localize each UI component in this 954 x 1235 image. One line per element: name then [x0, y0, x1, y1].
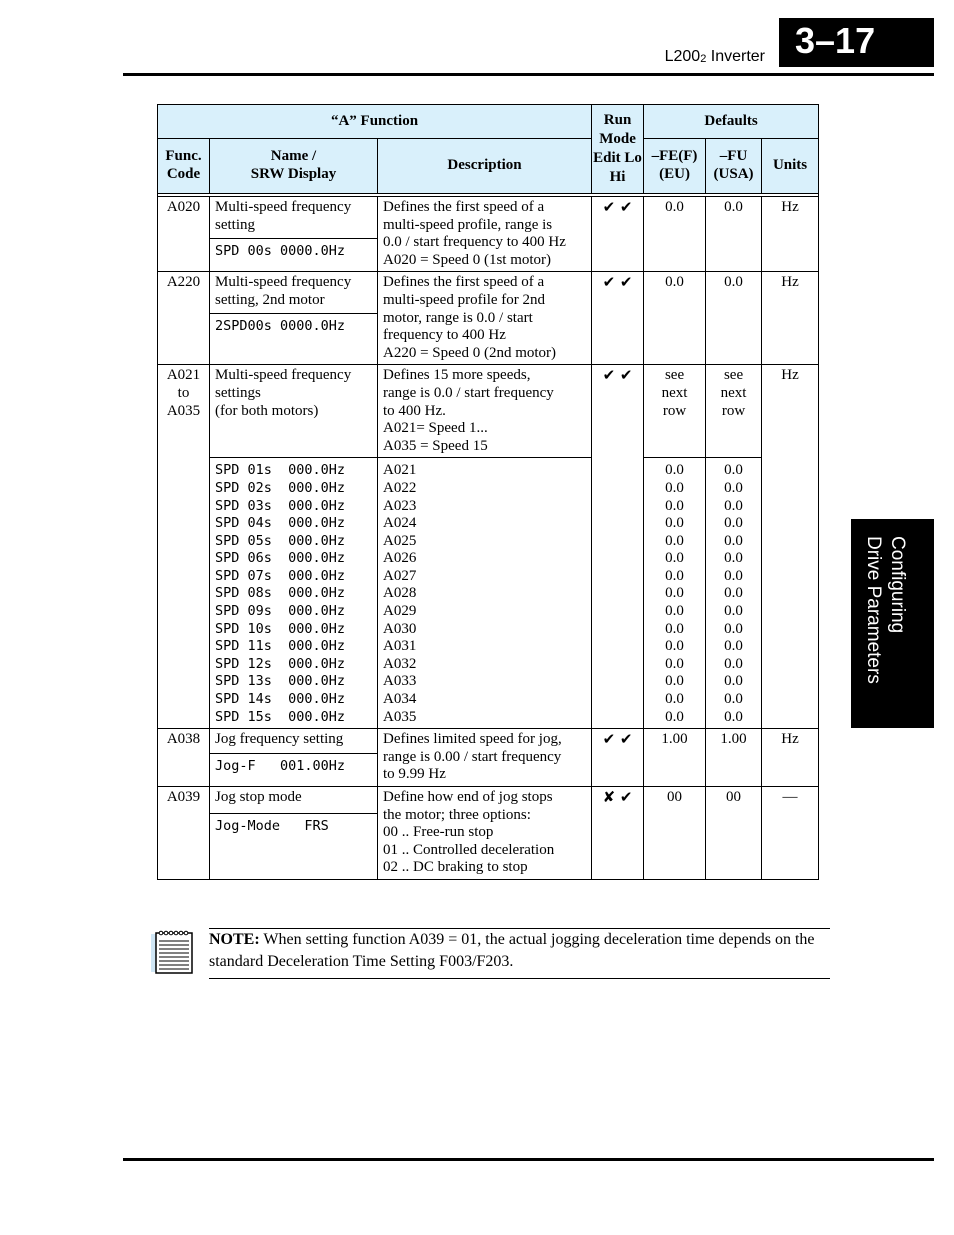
running-header: $L200_2$ Inverter — [664, 48, 765, 65]
units: Hz — [762, 729, 819, 787]
srw-display: SPD 07s 000.0Hz — [215, 567, 346, 584]
fu-header: –FU (USA) — [706, 139, 762, 194]
default-fe: see next row — [644, 365, 706, 458]
srw-display: SPD 01s 000.0Hz — [215, 462, 346, 479]
func-code: A020 — [158, 197, 210, 272]
speed-default-fe: 0.0 — [665, 708, 684, 725]
default-fu: 0.0 — [706, 272, 762, 365]
table-row — [158, 197, 819, 239]
speed-default-fu: 0.0 — [724, 691, 743, 708]
param-description: Defines the first speed of a multi-speed profile, range is 0.0 / start frequency to 400 Hz A020 = Speed 0 (1st motor) — [378, 197, 592, 272]
param-description: Defines limited speed for jog, range is 0.00 / start frequency to 9.99 Hz — [378, 729, 592, 787]
speed-default-fe: 0.0 — [665, 550, 684, 567]
table-row — [158, 365, 819, 458]
footer-rule — [123, 1158, 934, 1161]
table-row — [158, 787, 819, 814]
srw-display: SPD 05s 000.0Hz — [215, 532, 346, 549]
speed-default-fu: 0.0 — [724, 603, 743, 620]
speed-fu-list — [706, 458, 762, 729]
srw-display: Jog-Mode FRS — [210, 814, 378, 880]
units: — — [762, 787, 819, 880]
srw-display: SPD 02s 000.0Hz — [215, 479, 346, 496]
speed-default-fe: 0.0 — [665, 515, 684, 532]
speed-code: A026 — [383, 550, 417, 567]
speed-default-fu: 0.0 — [724, 532, 743, 549]
speed-default-fe: 0.0 — [665, 567, 684, 584]
default-fe: 0.0 — [644, 272, 706, 365]
speed-code: A031 — [383, 638, 417, 655]
srw-display: SPD 12s 000.0Hz — [215, 655, 346, 672]
srw-display: SPD 04s 000.0Hz — [215, 515, 346, 532]
name-header: Name / SRW Display — [210, 139, 378, 194]
default-fe: 0.0 — [644, 197, 706, 272]
units: Hz — [762, 197, 819, 272]
func-code: A039 — [158, 787, 210, 880]
param-name: Jog stop mode — [210, 787, 378, 814]
default-fu: 1.00 — [706, 729, 762, 787]
default-fu: 00 — [706, 787, 762, 880]
speed-fe-list — [644, 458, 706, 729]
speed-default-fu: 0.0 — [724, 655, 743, 672]
srw-display: SPD 11s 000.0Hz — [215, 638, 346, 655]
speed-default-fu: 0.0 — [724, 585, 743, 602]
speed-default-fu: 0.0 — [724, 567, 743, 584]
speed-code: A035 — [383, 708, 417, 725]
speed-default-fe: 0.0 — [665, 655, 684, 672]
param-name: Multi-speed frequency setting, 2nd motor — [210, 272, 378, 314]
table-row — [158, 729, 819, 754]
note-text: NOTE: When setting function A039 = 01, the actual jogging deceleration time depends on the standard Deceleration Time Setting F003/F203. — [209, 931, 815, 970]
speed-code: A028 — [383, 585, 417, 602]
speed-code-list — [378, 458, 592, 729]
func-code: A220 — [158, 272, 210, 365]
speed-default-fe: 0.0 — [665, 479, 684, 496]
run-mode-edit: ✔ ✔ — [592, 272, 644, 365]
func-code-header: Func. Code — [158, 139, 210, 194]
note-bottom-rule — [209, 978, 830, 979]
speed-default-fu: 0.0 — [724, 638, 743, 655]
description-header: Description — [378, 139, 592, 194]
func-code: A038 — [158, 729, 210, 787]
speed-code: A023 — [383, 497, 417, 514]
speed-default-fu: 0.0 — [724, 550, 743, 567]
units: Hz — [762, 272, 819, 365]
speed-default-fe: 0.0 — [665, 673, 684, 690]
srw-display-list — [210, 458, 378, 729]
fe-header: –FE(F) (EU) — [644, 139, 706, 194]
a-function-header: “A” Function — [158, 105, 592, 139]
speed-default-fe: 0.0 — [665, 497, 684, 514]
speed-default-fe: 0.0 — [665, 585, 684, 602]
speed-default-fe: 0.0 — [665, 462, 684, 479]
speed-default-fe: 0.0 — [665, 532, 684, 549]
param-name: Multi-speed frequency setting — [210, 197, 378, 239]
default-fu: see next row — [706, 365, 762, 458]
speed-code: A027 — [383, 567, 417, 584]
param-description: Defines the first speed of a multi-speed profile for 2nd motor, range is 0.0 / start frequency to 400 Hz A220 = Speed 0 (2nd motor) — [378, 272, 592, 365]
units: Hz — [762, 365, 819, 729]
default-fe: 1.00 — [644, 729, 706, 787]
speed-default-fu: 0.0 — [724, 497, 743, 514]
run-mode-edit: ✔ ✔ — [592, 365, 644, 729]
speed-code: A021 — [383, 462, 417, 479]
page-number: 3–17 — [779, 18, 934, 67]
param-name: Jog frequency setting — [210, 729, 378, 754]
speed-default-fu: 0.0 — [724, 673, 743, 690]
table-row — [158, 272, 819, 314]
speed-code: A022 — [383, 479, 417, 496]
chapter-tab-label: Configuring Drive Parameters — [863, 536, 908, 684]
srw-display: Jog-F 001.00Hz — [210, 754, 378, 787]
default-fu: 0.0 — [706, 197, 762, 272]
speed-default-fe: 0.0 — [665, 638, 684, 655]
speed-code: A030 — [383, 620, 417, 637]
notepad-icon — [151, 929, 197, 975]
units-header: Units — [762, 139, 819, 194]
speed-default-fu: 0.0 — [724, 462, 743, 479]
speed-default-fe: 0.0 — [665, 691, 684, 708]
defaults-header: Defaults — [644, 105, 819, 139]
run-mode-edit: ✘ ✔ — [592, 787, 644, 880]
srw-display: SPD 14s 000.0Hz — [215, 691, 346, 708]
speed-default-fe: 0.0 — [665, 603, 684, 620]
speed-code: A024 — [383, 515, 417, 532]
param-description: Define how end of jog stops the motor; three options: 00 .. Free-run stop 01 .. Controlled deceleration 02 .. DC braking to stop — [378, 787, 592, 880]
param-name: Multi-speed frequency settings (for both motors) — [210, 365, 378, 458]
speed-code: A025 — [383, 532, 417, 549]
srw-display: SPD 10s 000.0Hz — [215, 620, 346, 637]
srw-display: SPD 13s 000.0Hz — [215, 673, 346, 690]
srw-display: SPD 00s 0000.0Hz — [210, 239, 378, 272]
srw-display: SPD 09s 000.0Hz — [215, 603, 346, 620]
speed-code: A032 — [383, 655, 417, 672]
speed-default-fe: 0.0 — [665, 620, 684, 637]
run-mode-header: Run Mode Edit Lo Hi — [592, 105, 644, 194]
speed-default-fu: 0.0 — [724, 515, 743, 532]
speed-code: A029 — [383, 603, 417, 620]
speed-code: A034 — [383, 691, 417, 708]
srw-display: SPD 03s 000.0Hz — [215, 497, 346, 514]
run-mode-edit: ✔ ✔ — [592, 729, 644, 787]
speed-default-fu: 0.0 — [724, 620, 743, 637]
srw-display: SPD 15s 000.0Hz — [215, 708, 346, 725]
run-mode-edit: ✔ ✔ — [592, 197, 644, 272]
speed-default-fu: 0.0 — [724, 708, 743, 725]
speed-default-fu: 0.0 — [724, 479, 743, 496]
srw-display: SPD 08s 000.0Hz — [215, 585, 346, 602]
default-fe: 00 — [644, 787, 706, 880]
speed-code: A033 — [383, 673, 417, 690]
func-code: A021 to A035 — [158, 365, 210, 729]
function-table — [157, 104, 819, 880]
srw-display: SPD 06s 000.0Hz — [215, 550, 346, 567]
header-rule — [123, 73, 934, 76]
param-description: Defines 15 more speeds, range is 0.0 / start frequency to 400 Hz. A021= Speed 1... A035 = Speed 15 — [378, 365, 592, 458]
srw-display: 2SPD00s 0000.0Hz — [210, 314, 378, 365]
